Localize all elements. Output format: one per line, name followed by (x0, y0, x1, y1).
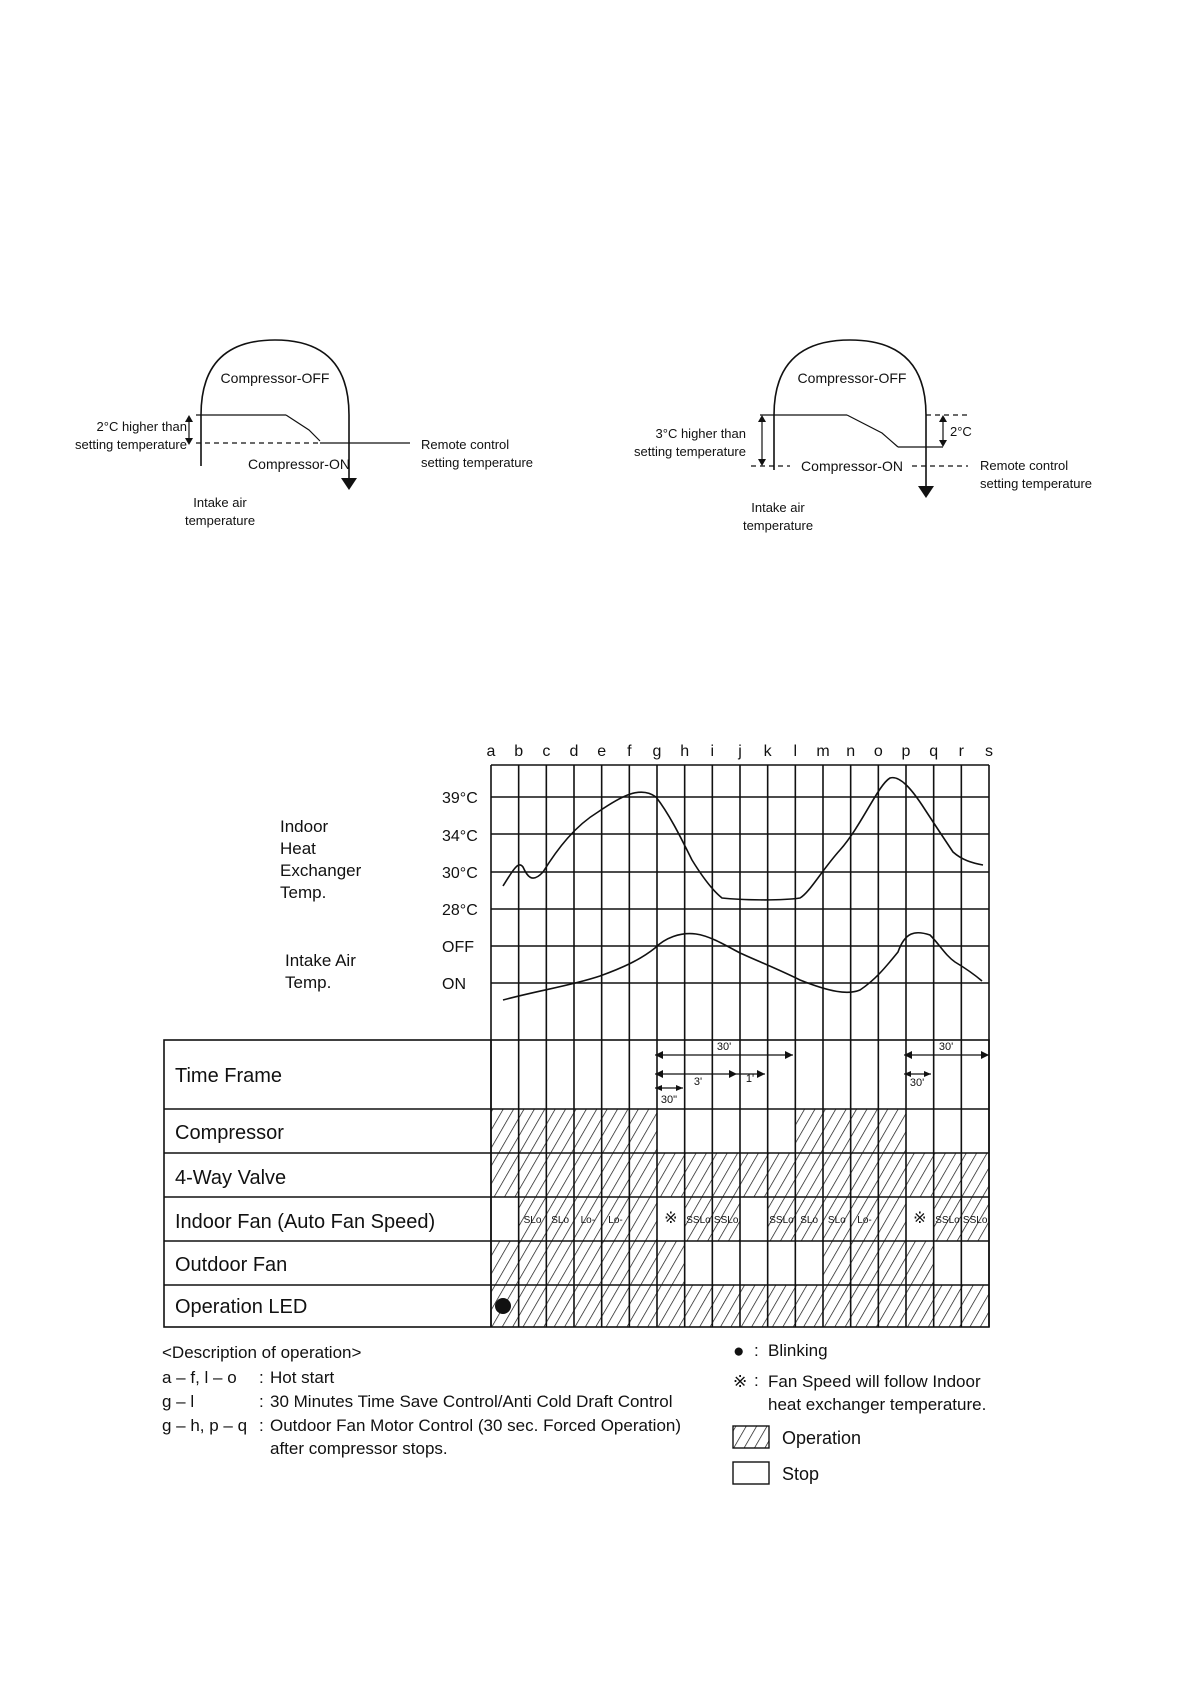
threshold-slope (286, 415, 320, 441)
legend-sep-3: : (259, 1416, 264, 1435)
compressor-segment-1 (795, 1109, 906, 1153)
legend-sep-1: : (259, 1368, 264, 1387)
svg-text::: : (754, 1371, 759, 1390)
column-letter-d: d (569, 743, 579, 760)
column-letter-c: c (542, 743, 551, 760)
axis-label-2: temperature (742, 518, 814, 533)
time-30-b: 30' (909, 1077, 925, 1089)
fan-speed-label: ※ (913, 1210, 927, 1227)
note-symbol: ※ (733, 1372, 748, 1391)
down-arrow-icon (918, 486, 934, 498)
legend-blinking: Blinking (768, 1341, 828, 1360)
fan-speed-label: SSLo (769, 1215, 794, 1226)
axis-label-2: temperature (184, 513, 256, 528)
legend-text-1: Hot start (270, 1368, 335, 1387)
row-label-indoor-fan: Indoor Fan (Auto Fan Speed) (175, 1211, 436, 1233)
side-label-2: setting temperature (633, 444, 746, 459)
side-label-1: 2°C higher than (96, 419, 187, 434)
outdoor_fan-segment-0 (491, 1241, 685, 1285)
heat-label-3: Exchanger (280, 861, 362, 880)
temp-label-39: 39°C (442, 790, 478, 807)
column-letter-r: r (958, 743, 964, 760)
remote-label-2: setting temperature (980, 476, 1093, 491)
temp-label-34: 34°C (442, 828, 478, 845)
fan-speed-label: SLo (800, 1215, 819, 1226)
row-label-time-frame: Time Frame (175, 1065, 283, 1087)
row-label-operation-led: Operation LED (175, 1296, 308, 1318)
indoor_fan_hatched-segment-0 (629, 1197, 657, 1241)
heat-label-4: Temp. (280, 883, 327, 902)
legend-key-2: g – l (162, 1392, 195, 1411)
side-label-2: setting temperature (74, 437, 187, 452)
temp-label-28: 28°C (442, 902, 478, 919)
heat-label-2: Heat (280, 839, 316, 858)
time-30sec: 30" (660, 1094, 678, 1106)
heat-label-1: Indoor (280, 817, 329, 836)
legend-sep-2: : (259, 1392, 264, 1411)
compressor-off-label: Compressor-OFF (220, 370, 330, 386)
fan-speed-label: Lo- (857, 1215, 872, 1226)
column-letter-f: f (627, 743, 632, 760)
threshold-slope (847, 415, 898, 447)
row-label-compressor: Compressor (175, 1122, 284, 1144)
compressor-on-label: Compressor-ON (801, 458, 903, 474)
remote-label-1: Remote control (421, 437, 510, 452)
column-letter-l: l (793, 743, 798, 760)
delta-label: 2°C (950, 424, 972, 439)
fan-speed-label: Lo- (580, 1215, 596, 1226)
column-letters (487, 743, 993, 760)
arrow-up-icon (939, 415, 947, 422)
column-letter-i: i (710, 743, 715, 760)
column-letter-k: k (763, 743, 772, 760)
legend-text-2: 30 Minutes Time Save Control/Anti Cold Draft Control (270, 1392, 673, 1411)
hysteresis-diagram-left (75, 340, 533, 528)
column-letter-m: m (816, 743, 830, 760)
side-label-1: 3°C higher than (655, 426, 746, 441)
hysteresis-diagram-right (634, 340, 1092, 533)
operation_led-segment-0 (491, 1285, 989, 1327)
time-3min: 3' (693, 1076, 703, 1088)
column-letter-p: p (901, 743, 911, 760)
heat-exchanger-curve (503, 778, 983, 900)
legend-key-1: a – f, l – o (162, 1368, 237, 1387)
legend-fan-note-2: heat exchanger temperature. (768, 1395, 987, 1414)
temp-label-off: OFF (442, 939, 474, 956)
fan-speed-label: ※ (664, 1210, 678, 1227)
axis-label-1: Intake air (751, 500, 805, 515)
column-letter-j: j (738, 743, 742, 760)
intake-air-curve (503, 933, 982, 1000)
column-letter-s: s (985, 743, 993, 760)
time-1min: 1' (745, 1073, 755, 1085)
temp-label-on: ON (442, 976, 466, 993)
row-label-outdoor-fan: Outdoor Fan (175, 1254, 288, 1276)
column-letter-q: q (929, 743, 939, 760)
legend-stop: Stop (782, 1464, 820, 1484)
legend-key-3: g – h, p – q (162, 1416, 248, 1435)
legend (162, 1341, 986, 1484)
arrow-down-icon (758, 459, 766, 466)
time-30min-b: 30' (938, 1041, 954, 1053)
intake-label-1: Intake Air (285, 951, 356, 970)
remote-label-1: Remote control (980, 458, 1069, 473)
timing-chart (164, 743, 993, 1327)
intake-label-2: Temp. (285, 973, 332, 992)
arrow-up-icon (758, 415, 766, 422)
fan-speed-label: SSLo (962, 1215, 988, 1226)
column-letter-n: n (846, 743, 856, 760)
column-letter-g: g (652, 743, 662, 760)
axis-label-1: Intake air (193, 495, 247, 510)
compressor-on-label: Compressor-ON (248, 456, 350, 472)
legend-operation: Operation (782, 1428, 862, 1448)
fan-speed-label: SLo (827, 1215, 846, 1226)
indoor_fan_hatched-segment-1 (878, 1197, 906, 1241)
blinking-led-dot (495, 1298, 511, 1314)
fan-speed-label: SSLo (935, 1215, 960, 1226)
legend-text-3: Outdoor Fan Motor Control (30 sec. Forced Operation) (270, 1416, 682, 1435)
operation-swatch (733, 1426, 769, 1448)
column-letter-e: e (597, 743, 607, 760)
column-letter-b: b (514, 743, 524, 760)
column-letter-o: o (873, 743, 883, 760)
remote-label-2: setting temperature (421, 455, 534, 470)
stop-swatch (733, 1462, 769, 1484)
down-arrow-icon (341, 478, 357, 490)
time-frame-arrows (655, 1041, 989, 1106)
time-30min-a: 30' (716, 1041, 732, 1053)
fan-speed-label: SSLo (686, 1215, 711, 1226)
fan-speed-label: SSLo (713, 1215, 739, 1226)
compressor-off-label: Compressor-OFF (797, 370, 907, 386)
compressor-segment-0 (491, 1109, 657, 1153)
column-letter-a: a (486, 743, 496, 760)
column-letter-h: h (680, 743, 690, 760)
fan-speed-label: SLo (523, 1215, 542, 1226)
fan-speed-label: SLo (551, 1215, 570, 1226)
legend-text-3b: after compressor stops. (270, 1439, 448, 1458)
legend-title: <Description of operation> (162, 1343, 362, 1362)
four_way_valve-segment-0 (491, 1153, 989, 1197)
row-label-4way-valve: 4-Way Valve (175, 1167, 287, 1189)
fan-speed-label: Lo- (608, 1215, 623, 1226)
svg-text::: : (754, 1341, 759, 1360)
temp-label-30: 30°C (442, 865, 478, 882)
arrow-down-icon (939, 440, 947, 447)
outdoor_fan-segment-1 (823, 1241, 934, 1285)
legend-fan-note-1: Fan Speed will follow Indoor (768, 1372, 981, 1391)
blink-symbol: ● (733, 1341, 745, 1362)
